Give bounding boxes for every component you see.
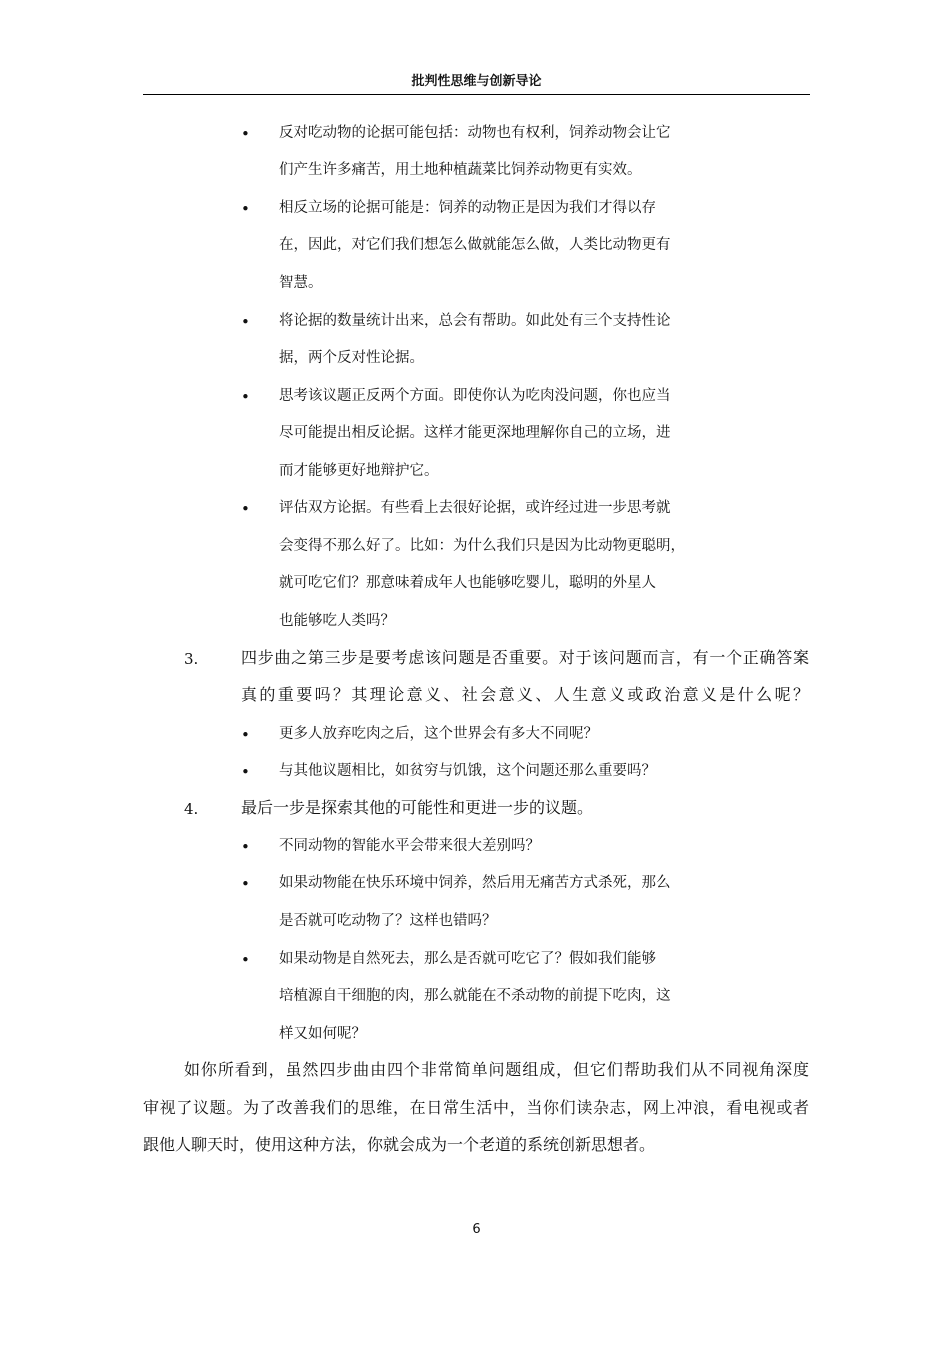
bullet-item-line: 将论据的数量统计出来，总会有帮助。如此处有三个支持性论: [279, 313, 671, 329]
list-number: 3.: [184, 650, 199, 668]
bullet-item-line: 就可吃它们？那意味着成年人也能够吃婴儿，聪明的外星人: [279, 575, 656, 591]
bullet-marker: •: [241, 763, 250, 781]
bullet-item-line: 评估双方论据。有些看上去很好论据，或许经过进一步思考就: [279, 500, 671, 516]
bullet-marker: •: [241, 388, 250, 406]
paragraph-line: 审视了议题。为了改善我们的思维，在日常生活中，当你们读杂志，网上冲浪，看电视或者: [143, 1100, 809, 1117]
bullet-item-line: 思考该议题正反两个方面。即使你认为吃肉没问题，你也应当: [279, 388, 671, 404]
bullet-item-line: 培植源自干细胞的肉，那么就能在不杀动物的前提下吃肉，这: [279, 988, 671, 1004]
header-rule: [143, 94, 810, 95]
list-number: 4.: [184, 800, 199, 818]
bullet-marker: •: [241, 838, 250, 856]
bullet-item-line: 如果动物能在快乐环境中饲养，然后用无痛苦方式杀死，那么: [279, 875, 671, 891]
bullet-item-line: 尽可能提出相反论据。这样才能更深地理解你自己的立场，进: [279, 425, 671, 441]
bullet-marker: •: [241, 500, 250, 518]
bullet-item-line: 们产生许多痛苦，用土地种植蔬菜比饲养动物更有实效。: [279, 162, 642, 178]
bullet-marker: •: [241, 125, 250, 143]
paragraph-line: 如你所看到，虽然四步曲由四个非常简单问题组成，但它们帮助我们从不同视角深度: [184, 1062, 809, 1079]
bullet-item-line: 样又如何呢？: [279, 1026, 366, 1042]
numbered-item-line: 最后一步是探索其他的可能性和更进一步的议题。: [241, 800, 594, 817]
bullet-marker: •: [241, 726, 250, 744]
bullet-item-line: 相反立场的论据可能是：饲养的动物正是因为我们才得以存: [279, 200, 656, 216]
bullet-marker: •: [241, 875, 250, 893]
paragraph-line: 跟他人聊天时，使用这种方法，你就会成为一个老道的系统创新思想者。: [143, 1137, 656, 1154]
bullet-item-line: 而才能够更好地辩护它。: [279, 463, 439, 479]
page-number: 6: [472, 1222, 481, 1237]
bullet-item-line: 更多人放弃吃肉之后，这个世界会有多大不同呢？: [279, 726, 598, 742]
numbered-item-line: 真的重要吗？其理论意义、社会意义、人生意义或政治意义是什么呢？: [241, 687, 809, 704]
bullet-item-line: 在，因此，对它们我们想怎么做就能怎么做，人类比动物更有: [279, 237, 671, 253]
bullet-item-line: 如果动物是自然死去，那么是否就可吃它了？假如我们能够: [279, 951, 656, 967]
bullet-item-line: 不同动物的智能水平会带来很大差别吗？: [279, 838, 540, 854]
bullet-marker: •: [241, 951, 250, 969]
bullet-item-line: 与其他议题相比，如贫穷与饥饿，这个问题还那么重要吗？: [279, 763, 656, 779]
numbered-item-line: 四步曲之第三步是要考虑该问题是否重要。对于该问题而言，有一个正确答案: [241, 650, 809, 667]
bullet-item-line: 据，两个反对性论据。: [279, 350, 424, 366]
bullet-item-line: 也能够吃人类吗？: [279, 613, 395, 629]
bullet-item-line: 会变得不那么好了。比如：为什么我们只是因为比动物更聪明，: [279, 538, 685, 554]
bullet-item-line: 智慧。: [279, 275, 323, 291]
running-header: 批判性思维与创新导论: [411, 74, 542, 89]
bullet-marker: •: [241, 313, 250, 331]
bullet-marker: •: [241, 200, 250, 218]
bullet-item-line: 是否就可吃动物了？这样也错吗？: [279, 913, 497, 929]
bullet-item-line: 反对吃动物的论据可能包括：动物也有权利，饲养动物会让它: [279, 125, 671, 141]
